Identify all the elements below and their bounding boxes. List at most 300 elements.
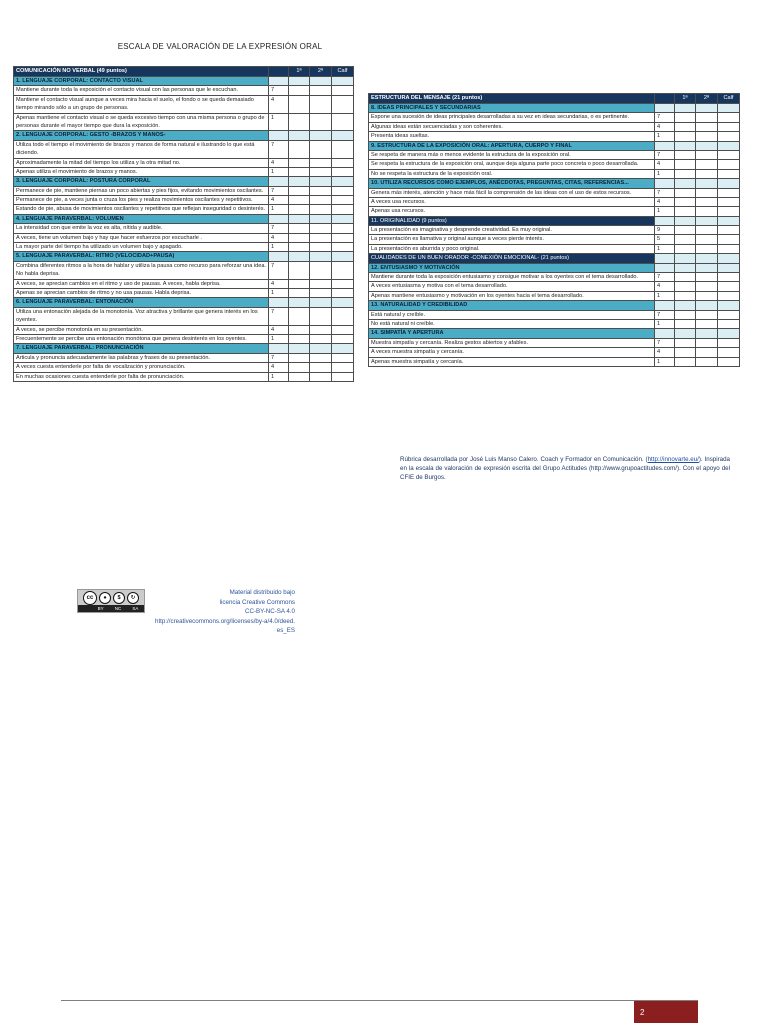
criterion-row	[14, 158, 354, 167]
second-eval-cell[interactable]	[696, 273, 718, 282]
grade-cell[interactable]	[332, 196, 354, 205]
score-value	[269, 77, 289, 86]
second-eval-cell[interactable]	[696, 319, 718, 328]
first-eval-cell[interactable]	[289, 158, 310, 167]
first-eval-cell[interactable]	[289, 372, 310, 381]
criterion-text: Permanece de pie, a veces junta o cruza los pies y realiza movimientos oscilantes y repetitivos.	[14, 196, 269, 205]
criterion-row	[369, 244, 740, 253]
grade-cell[interactable]	[718, 291, 740, 300]
second-eval-cell[interactable]	[696, 197, 718, 206]
criterion-row	[369, 357, 740, 366]
section-title: 8. IDEAS PRINCIPALES Y SECUNDARIAS	[369, 104, 655, 113]
first-eval-cell[interactable]	[675, 310, 696, 319]
second-eval-cell[interactable]	[696, 122, 718, 131]
grade-cell[interactable]	[718, 282, 740, 291]
grade-cell[interactable]	[718, 310, 740, 319]
second-eval-cell	[310, 131, 332, 140]
by-person-icon: ●	[99, 592, 111, 604]
criterion-text: Apenas mantiene entusiasmo y motivación en los oyentes hacia el tema desarrollado.	[369, 291, 655, 300]
table-header-row	[369, 94, 740, 104]
innovarte-link[interactable]: http://innovarte.eu/	[647, 456, 699, 463]
second-eval-cell[interactable]	[310, 205, 332, 214]
criterion-row	[14, 288, 354, 297]
first-eval-cell[interactable]	[675, 113, 696, 122]
document-title: ESCALA DE VALORACIÓN DE LA EXPRESIÓN ORAL	[117, 42, 323, 51]
criterion-row	[369, 188, 740, 197]
grade-cell[interactable]	[332, 224, 354, 233]
second-eval-cell	[696, 104, 718, 113]
second-eval-cell[interactable]	[696, 338, 718, 347]
first-eval-cell[interactable]	[289, 113, 310, 131]
criterion-text: Mantiene durante toda la exposición el contacto visual con las personas que le escuchan.	[14, 86, 269, 95]
grade-cell[interactable]	[718, 273, 740, 282]
score-value: 7	[269, 353, 289, 362]
criterion-text: Está natural y creíble.	[369, 310, 655, 319]
criterion-text: Se respeta la estructura de la exposición oral, aunque deja alguna parte poco concreta o poco desarrollada.	[369, 160, 655, 169]
first-eval-cell[interactable]	[289, 86, 310, 95]
first-eval-cell[interactable]	[675, 291, 696, 300]
score-value: 1	[655, 169, 675, 178]
section-title: 14. SIMPATÍA Y APERTURA	[369, 329, 655, 338]
first-eval-cell[interactable]	[675, 122, 696, 131]
criterion-row	[14, 233, 354, 242]
nc-dollar-icon: $	[113, 592, 125, 604]
criterion-text: Muestra simpatía y cercanía. Realiza gestos abiertos y afables.	[369, 338, 655, 347]
first-eval-cell[interactable]	[289, 233, 310, 242]
score-value: 7	[269, 86, 289, 95]
grade-cell[interactable]	[332, 307, 354, 325]
grade-cell[interactable]	[332, 353, 354, 362]
score-value: 7	[269, 140, 289, 158]
second-eval-cell[interactable]	[696, 282, 718, 291]
grade-cell	[332, 131, 354, 140]
second-eval-cell[interactable]	[310, 196, 332, 205]
criterion-text: Articula y pronuncia adecuadamente las palabras y frases de su presentación.	[14, 353, 269, 362]
grade-cell	[718, 301, 740, 310]
section-title: CUALIDADES DE UN BUEN ORADOR -CONEXIÓN EMOCIONAL- (21 puntos)	[369, 254, 655, 263]
second-eval-cell[interactable]	[696, 291, 718, 300]
first-eval-cell[interactable]	[289, 224, 310, 233]
first-eval-cell	[675, 301, 696, 310]
grade-cell[interactable]	[718, 207, 740, 216]
section-title: 3. LENGUAJE CORPORAL: POSTURA CORPORAL	[14, 177, 269, 186]
section-title: 1. LENGUAJE CORPORAL: CONTACTO VISUAL	[14, 77, 269, 86]
first-eval-cell	[675, 329, 696, 338]
score-value: 7	[655, 338, 675, 347]
first-eval-cell[interactable]	[289, 307, 310, 325]
first-eval-cell	[289, 177, 310, 186]
second-eval-cell[interactable]	[310, 224, 332, 233]
criterion-row	[369, 197, 740, 206]
criterion-text: Se respeta de manera más o menos evidente la estructura de la exposición oral.	[369, 150, 655, 159]
grade-cell[interactable]	[718, 132, 740, 141]
table-header-row	[14, 67, 354, 77]
second-eval-cell[interactable]	[310, 113, 332, 131]
grade-cell	[718, 179, 740, 188]
grade-cell[interactable]	[332, 95, 354, 113]
criterion-text: Utiliza todo el tiempo el movimiento de brazos y manos de forma natural e ilustrando lo que está diciendo.	[14, 140, 269, 158]
section-header-row	[14, 252, 354, 261]
score-value: 1	[269, 205, 289, 214]
second-eval-cell	[696, 179, 718, 188]
criterion-text: A veces muestra simpatía y cercanía.	[369, 348, 655, 357]
second-eval-cell[interactable]	[696, 244, 718, 253]
score-value: 9	[655, 226, 675, 235]
grade-cell[interactable]	[718, 235, 740, 244]
grade-cell[interactable]	[332, 288, 354, 297]
score-value: 4	[269, 325, 289, 334]
section-title: 13. NATURALIDAD Y CREDIBILIDAD	[369, 301, 655, 310]
criterion-row	[369, 169, 740, 178]
second-eval-cell[interactable]	[310, 353, 332, 362]
second-eval-cell[interactable]	[696, 150, 718, 159]
credit-prefix: Rúbrica desarrollada por José Luis Manso Calero. Coach y Formador en Comunicación. (	[400, 456, 648, 463]
header-title: ESTRUCTURA DEL MENSAJE (21 puntos)	[369, 94, 655, 104]
grade-cell	[718, 329, 740, 338]
criterion-text: Apenas se aprecian cambios de ritmo y no usa pausas. Habla deprisa.	[14, 288, 269, 297]
header-col-2: 2ª	[310, 67, 332, 77]
score-value: 5	[655, 235, 675, 244]
badge-label-by: BY	[97, 606, 104, 611]
score-value: 1	[655, 207, 675, 216]
second-eval-cell	[696, 301, 718, 310]
first-eval-cell[interactable]	[289, 196, 310, 205]
criterion-row	[14, 334, 354, 343]
grade-cell[interactable]	[332, 167, 354, 176]
second-eval-cell[interactable]	[310, 243, 332, 252]
second-eval-cell[interactable]	[696, 113, 718, 122]
score-value: 4	[655, 160, 675, 169]
score-value	[269, 214, 289, 223]
first-eval-cell[interactable]	[675, 132, 696, 141]
criterion-text: Apenas usa recursos.	[369, 207, 655, 216]
second-eval-cell	[310, 344, 332, 353]
score-value: 7	[269, 261, 289, 279]
section-header-row	[14, 77, 354, 86]
first-eval-cell[interactable]	[675, 197, 696, 206]
section-header-row	[369, 141, 740, 150]
grade-cell[interactable]	[718, 197, 740, 206]
first-eval-cell[interactable]	[675, 338, 696, 347]
second-eval-cell	[696, 216, 718, 225]
first-eval-cell[interactable]	[675, 235, 696, 244]
second-eval-cell[interactable]	[310, 158, 332, 167]
grade-cell[interactable]	[718, 113, 740, 122]
criterion-text: Estando de pie, abusa de movimientos oscilantes y repetitivos que reflejan inseguridad o desinterés.	[14, 205, 269, 214]
first-eval-cell[interactable]	[675, 319, 696, 328]
first-eval-cell[interactable]	[675, 226, 696, 235]
grade-cell[interactable]	[332, 140, 354, 158]
grade-cell	[718, 254, 740, 263]
grade-cell[interactable]	[332, 205, 354, 214]
grade-cell	[718, 263, 740, 272]
license-line-2: licencia Creative Commons	[219, 598, 295, 606]
criterion-row	[369, 319, 740, 328]
score-value	[655, 254, 675, 263]
second-eval-cell[interactable]	[696, 160, 718, 169]
score-value: 1	[655, 319, 675, 328]
criterion-row	[369, 122, 740, 131]
score-value	[655, 216, 675, 225]
grade-cell[interactable]	[718, 150, 740, 159]
first-eval-cell[interactable]	[289, 95, 310, 113]
grade-cell[interactable]	[332, 363, 354, 372]
criterion-text: La presentación es imaginativa y desprende creatividad. Es muy original.	[369, 226, 655, 235]
grade-cell[interactable]	[332, 158, 354, 167]
first-eval-cell[interactable]	[675, 207, 696, 216]
second-eval-cell[interactable]	[696, 207, 718, 216]
grade-cell[interactable]	[718, 169, 740, 178]
criterion-text: Algunas ideas están secuenciadas y son coherentes.	[369, 122, 655, 131]
section-header-row	[369, 216, 740, 225]
score-value: 4	[269, 233, 289, 242]
grade-cell[interactable]	[718, 244, 740, 253]
second-eval-cell[interactable]	[310, 325, 332, 334]
header-col-calf: Calf	[332, 67, 354, 77]
sa-circle-arrow-icon: ↻	[127, 592, 139, 604]
second-eval-cell[interactable]	[696, 348, 718, 357]
score-value: 4	[269, 158, 289, 167]
grade-cell[interactable]	[332, 261, 354, 279]
first-eval-cell[interactable]	[289, 334, 310, 343]
section-title: 7. LENGUAJE PARAVERBAL: PRONUNCIACIÓN	[14, 344, 269, 353]
score-value: 7	[655, 273, 675, 282]
score-value: 1	[269, 167, 289, 176]
first-eval-cell[interactable]	[289, 363, 310, 372]
grade-cell[interactable]	[332, 186, 354, 195]
grade-cell	[332, 344, 354, 353]
license-line-1: Material distribuido bajo	[229, 589, 295, 596]
criterion-row	[369, 273, 740, 282]
second-eval-cell[interactable]	[310, 140, 332, 158]
second-eval-cell	[310, 77, 332, 86]
first-eval-cell[interactable]	[289, 288, 310, 297]
second-eval-cell[interactable]	[696, 357, 718, 366]
second-eval-cell[interactable]	[310, 167, 332, 176]
second-eval-cell[interactable]	[310, 307, 332, 325]
score-value: 1	[269, 288, 289, 297]
second-eval-cell	[696, 329, 718, 338]
score-value: 4	[269, 196, 289, 205]
second-eval-cell[interactable]	[310, 279, 332, 288]
criterion-text: A veces, se aprecian cambios en el ritmo y uso de pausas. A veces, habla deprisa.	[14, 279, 269, 288]
license-url[interactable]: http://creativecommons.org/licenses/by-a/4.0/deed.	[155, 617, 295, 625]
grade-cell[interactable]	[718, 160, 740, 169]
grade-cell[interactable]	[718, 226, 740, 235]
criterion-text: Mantiene durante toda la exposición entusiasmo y consigue motivar a los oyentes con el tema desarrollado.	[369, 273, 655, 282]
criterion-text: Combina diferentes ritmos a la hora de hablar y utiliza la pausa como recurso para reforzar una idea. No habla deprisa.	[14, 261, 269, 279]
first-eval-cell	[289, 344, 310, 353]
criterion-text: La presentación es aburrida y poco original.	[369, 244, 655, 253]
criterion-row	[369, 282, 740, 291]
criterion-row	[14, 243, 354, 252]
score-value: 4	[655, 282, 675, 291]
header-col-2: 2ª	[696, 94, 718, 104]
license-url-suffix: es_ES	[276, 627, 295, 635]
first-eval-cell[interactable]	[675, 160, 696, 169]
section-header-row	[14, 344, 354, 353]
grade-cell[interactable]	[718, 348, 740, 357]
criterion-row	[369, 132, 740, 141]
section-title: 11. ORIGINALIDAD (9 puntos)	[369, 216, 655, 225]
second-eval-cell[interactable]	[696, 132, 718, 141]
criterion-text: A veces cuesta entenderle por falta de vocalización y pronunciación.	[14, 363, 269, 372]
second-eval-cell[interactable]	[310, 334, 332, 343]
second-eval-cell	[310, 214, 332, 223]
grade-cell[interactable]	[332, 279, 354, 288]
score-value: 4	[655, 348, 675, 357]
second-eval-cell[interactable]	[696, 188, 718, 197]
criterion-text: En muchas ocasiones cuesta entenderle por falta de pronunciación.	[14, 372, 269, 381]
grade-cell[interactable]	[332, 334, 354, 343]
first-eval-cell	[675, 104, 696, 113]
first-eval-cell[interactable]	[289, 353, 310, 362]
first-eval-cell[interactable]	[675, 282, 696, 291]
first-eval-cell[interactable]	[289, 261, 310, 279]
second-eval-cell[interactable]	[310, 372, 332, 381]
section-header-row	[369, 179, 740, 188]
criterion-text: Presenta ideas sueltas.	[369, 132, 655, 141]
first-eval-cell	[675, 263, 696, 272]
second-eval-cell	[310, 252, 332, 261]
page-number: 2	[634, 1001, 698, 1023]
score-value	[655, 179, 675, 188]
section-header-row	[369, 301, 740, 310]
second-eval-cell[interactable]	[310, 186, 332, 195]
criterion-row	[369, 160, 740, 169]
score-value	[655, 329, 675, 338]
section-header-row	[369, 104, 740, 113]
grade-cell[interactable]	[718, 338, 740, 347]
grade-cell	[332, 298, 354, 307]
criterion-row	[14, 140, 354, 158]
score-value: 4	[655, 197, 675, 206]
badge-label-sa: SA	[132, 606, 139, 611]
second-eval-cell[interactable]	[696, 310, 718, 319]
grade-cell[interactable]	[332, 113, 354, 131]
first-eval-cell[interactable]	[289, 325, 310, 334]
grade-cell	[718, 216, 740, 225]
score-value: 7	[655, 188, 675, 197]
score-value: 4	[269, 279, 289, 288]
grade-cell[interactable]	[718, 122, 740, 131]
header-title: COMUNICACIÓN NO VERBAL (49 puntos)	[14, 67, 269, 77]
first-eval-cell[interactable]	[289, 205, 310, 214]
criterion-row	[14, 224, 354, 233]
score-value	[269, 177, 289, 186]
first-eval-cell[interactable]	[675, 150, 696, 159]
first-eval-cell[interactable]	[289, 243, 310, 252]
first-eval-cell[interactable]	[675, 244, 696, 253]
criterion-text: Aproximadamente la mitad del tiempo los utiliza y la otra mitad no.	[14, 158, 269, 167]
score-value: 1	[269, 113, 289, 131]
rubric-table-message	[368, 93, 740, 367]
section-header-row	[369, 263, 740, 272]
criterion-row	[14, 363, 354, 372]
score-value: 7	[269, 224, 289, 233]
criterion-row	[369, 338, 740, 347]
section-title: 2. LENGUAJE CORPORAL: GESTO -BRAZOS Y MANOS-	[14, 131, 269, 140]
first-eval-cell[interactable]	[675, 357, 696, 366]
first-eval-cell[interactable]	[675, 348, 696, 357]
second-eval-cell[interactable]	[310, 86, 332, 95]
grade-cell[interactable]	[718, 357, 740, 366]
first-eval-cell[interactable]	[289, 186, 310, 195]
score-value	[655, 141, 675, 150]
criterion-text: A veces, tiene un volumen bajo y hay que hacer esfuerzos por escucharle .	[14, 233, 269, 242]
criterion-row	[369, 113, 740, 122]
grade-cell[interactable]	[332, 243, 354, 252]
grade-cell	[332, 77, 354, 86]
license-line-3: CC-BY-NC-SA 4.0	[245, 608, 295, 616]
credit-suffix: ). Inspirada en la escala de valoración de expresión escrita del Grupo Actitudes (http://www.grupoactitudes.com/). Con el apoyo del CFIE de Burgos.	[400, 456, 730, 481]
score-value: 4	[269, 363, 289, 372]
score-value	[269, 344, 289, 353]
first-eval-cell[interactable]	[675, 188, 696, 197]
criterion-text: Apenas muestra simpatía y cercanía.	[369, 357, 655, 366]
score-value: 1	[655, 132, 675, 141]
grade-cell[interactable]	[332, 325, 354, 334]
second-eval-cell[interactable]	[310, 288, 332, 297]
first-eval-cell	[289, 131, 310, 140]
score-value: 4	[269, 95, 289, 113]
second-eval-cell	[310, 298, 332, 307]
score-value: 1	[269, 334, 289, 343]
rubric-table-nonverbal	[13, 66, 354, 382]
first-eval-cell[interactable]	[675, 169, 696, 178]
score-value: 1	[655, 244, 675, 253]
criterion-row	[369, 235, 740, 244]
criterion-text: La mayor parte del tiempo ha utilizado un volumen bajo y apagado.	[14, 243, 269, 252]
grade-cell	[718, 104, 740, 113]
criterion-row	[14, 205, 354, 214]
grade-cell[interactable]	[332, 372, 354, 381]
grade-cell[interactable]	[718, 188, 740, 197]
criterion-text: No se respeta la estructura de la exposición oral.	[369, 169, 655, 178]
second-eval-cell[interactable]	[310, 95, 332, 113]
grade-cell[interactable]	[332, 233, 354, 242]
criterion-row	[369, 310, 740, 319]
first-eval-cell	[675, 254, 696, 263]
header-col-1: 1ª	[675, 94, 696, 104]
section-title: 12. ENTUSIASMO Y MOTIVACIÓN	[369, 263, 655, 272]
criterion-row	[14, 372, 354, 381]
first-eval-cell[interactable]	[289, 140, 310, 158]
first-eval-cell	[675, 179, 696, 188]
first-eval-cell	[675, 216, 696, 225]
second-eval-cell[interactable]	[696, 169, 718, 178]
second-eval-cell[interactable]	[310, 363, 332, 372]
criterion-text: Genera más interés, atención y hace más fácil la comprensión de las ideas con el uso de estos recursos.	[369, 188, 655, 197]
section-header-row	[14, 214, 354, 223]
second-eval-cell[interactable]	[310, 261, 332, 279]
grade-cell[interactable]	[332, 86, 354, 95]
first-eval-cell[interactable]	[289, 279, 310, 288]
criterion-row	[14, 95, 354, 113]
grade-cell[interactable]	[718, 319, 740, 328]
first-eval-cell[interactable]	[289, 167, 310, 176]
section-header-row	[14, 131, 354, 140]
second-eval-cell[interactable]	[310, 233, 332, 242]
header-score	[655, 94, 675, 104]
grade-cell	[332, 214, 354, 223]
first-eval-cell[interactable]	[675, 273, 696, 282]
criterion-row	[369, 150, 740, 159]
criterion-row	[369, 291, 740, 300]
second-eval-cell[interactable]	[696, 235, 718, 244]
second-eval-cell[interactable]	[696, 226, 718, 235]
second-eval-cell	[310, 177, 332, 186]
